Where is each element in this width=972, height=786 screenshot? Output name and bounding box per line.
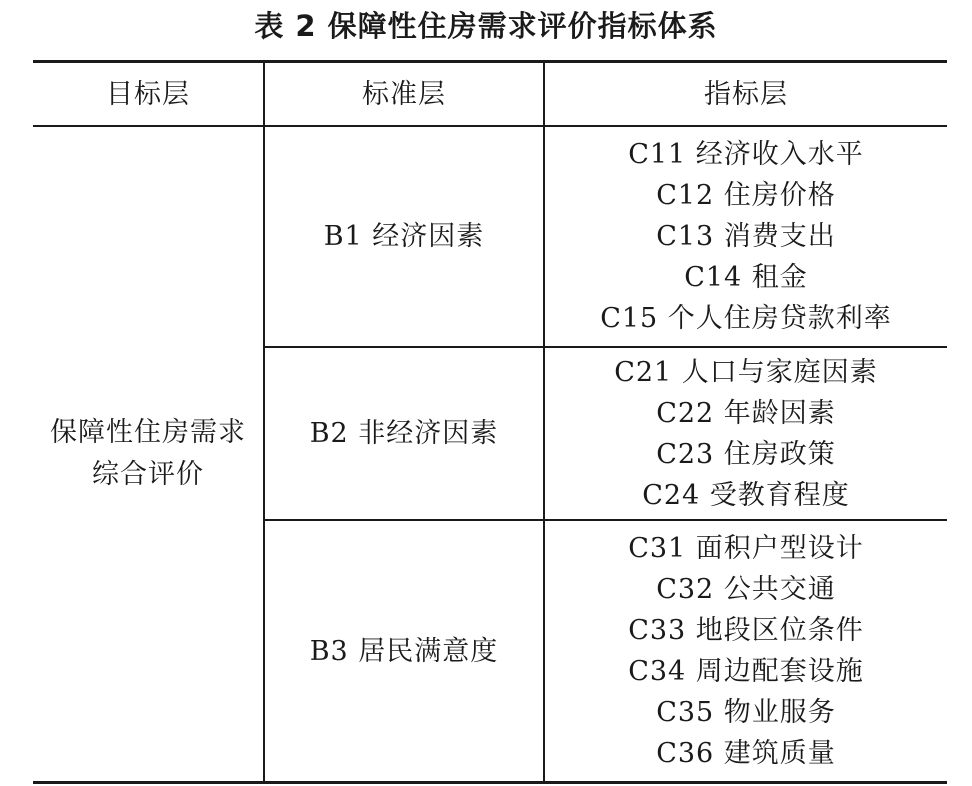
goal-line-1: 保障性住房需求: [50, 416, 246, 448]
indicator-group-b3: [545, 521, 947, 781]
indicator-c34: C34 周边配套设施: [628, 656, 864, 687]
indicator-c13: C13 消费支出: [656, 220, 836, 252]
indicator-c11: C11 经济收入水平: [628, 138, 864, 170]
indicator-c21: C21 人口与家庭因素: [614, 356, 878, 388]
indicator-c24: C24 受教育程度: [642, 479, 850, 511]
indicator-c23: C23 住房政策: [656, 438, 836, 470]
table-caption: 表 2 保障性住房需求评价指标体系: [254, 9, 718, 43]
indicator-c33: C33 地段区位条件: [628, 615, 864, 646]
bottom-rule: [33, 781, 947, 784]
header-indicator-layer: 指标层: [704, 78, 788, 110]
header-criteria-layer: 标准层: [362, 78, 446, 110]
indicator-c15: C15 个人住房贷款利率: [600, 302, 892, 334]
header-goal-layer: 目标层: [106, 78, 190, 110]
goal-line-2: 综合评价: [92, 458, 204, 490]
criterion-b2: B2 非经济因素: [309, 418, 499, 449]
indicator-c31: C31 面积户型设计: [628, 533, 864, 564]
goal-cell: [33, 126, 263, 781]
criterion-b3: B3 居民满意度: [309, 635, 499, 667]
indicator-c12: C12 住房价格: [656, 179, 836, 211]
indicator-c35: C35 物业服务: [656, 697, 836, 728]
indicator-c22: C22 年龄因素: [656, 397, 836, 429]
indicator-c36: C36 建筑质量: [656, 738, 836, 769]
indicator-c32: C32 公共交通: [656, 574, 836, 605]
indicator-group-b2: [545, 348, 947, 519]
indicator-group-b1: [545, 126, 947, 346]
criterion-b1: B1 经济因素: [323, 220, 485, 252]
indicator-c14: C14 租金: [684, 261, 808, 293]
